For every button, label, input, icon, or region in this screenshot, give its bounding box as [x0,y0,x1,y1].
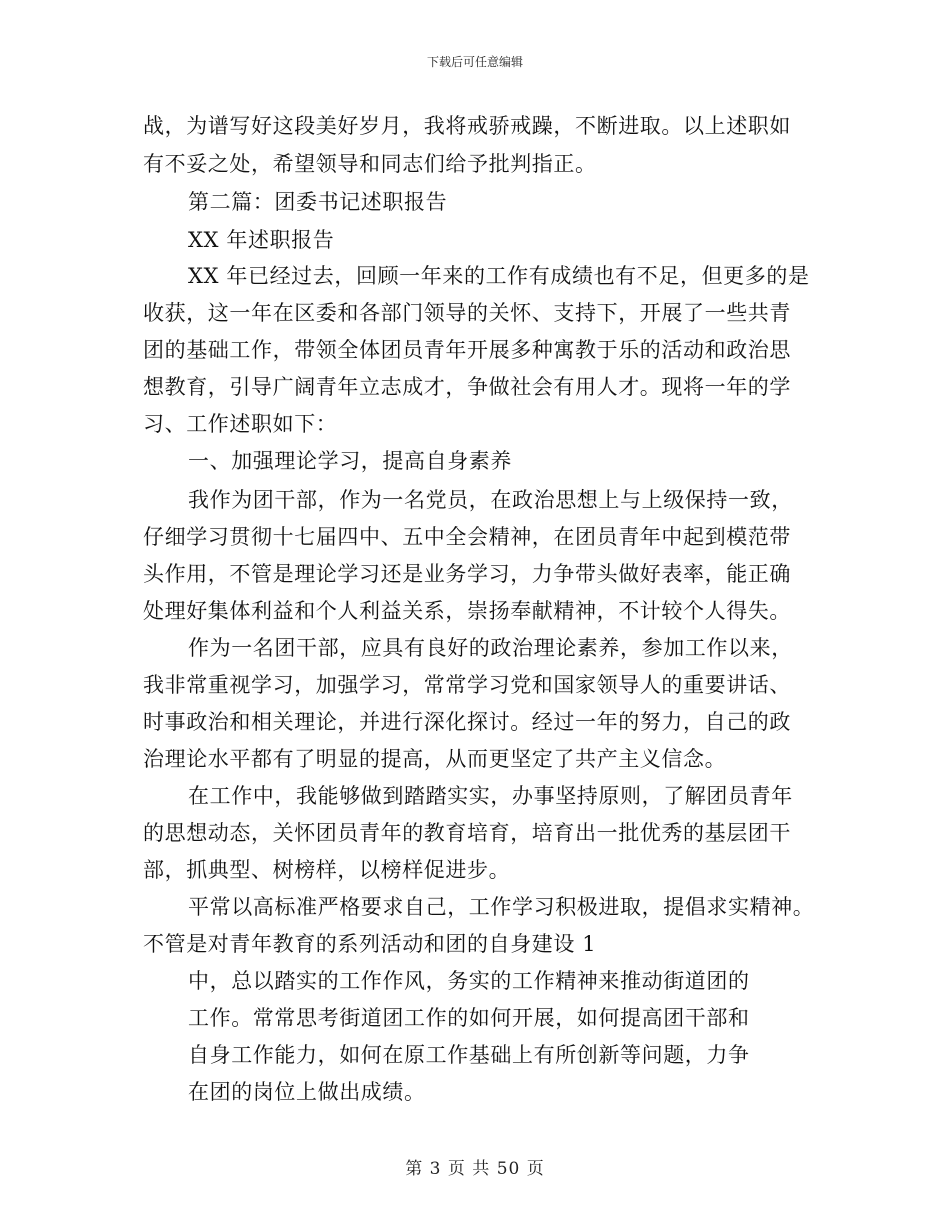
body-line: 不管是对青年教育的系列活动和团的自身建设 1 [143,932,597,956]
body-line: 我作为团干部，作为一名党员，在政治思想上与上级保持一致， [188,488,793,512]
body-line: 平常以高标准严格要求自己，工作学习积极进取，提倡求实精神。 [188,895,815,919]
body-line: 仔细学习贯彻十七届四中、五中全会精神，在团员青年中起到模范带 [143,525,791,549]
body-line: 团的基础工作，带领全体团员青年开展多种寓教于乐的活动和政治思 [143,338,791,362]
body-line: 处理好集体利益和个人利益关系，崇扬奉献精神，不计较个人得失。 [143,599,791,623]
body-line: 想教育，引导广阔青年立志成才，争做社会有用人才。现将一年的学 [143,375,791,399]
body-line: 自身工作能力，如何在原工作基础上有所创新等问题，力争 [188,1043,750,1067]
body-line: 的思想动态，关怀团员青年的教育培育，培育出一批优秀的基层团干 [143,821,791,845]
body-line: XX 年已经过去，回顾一年来的工作有成绩也有不足，但更多的是 [188,264,810,288]
body-line: 头作用，不管是理论学习还是业务学习，力争带头做好表率，能正确 [143,562,791,586]
section-heading: 第二篇：团委书记述职报告 [188,190,448,214]
body-line: 有不妥之处，希望领导和同志们给予批判指正。 [143,152,597,176]
body-line: 收获，这一年在区委和各部门领导的关怀、支持下，开展了一些共青 [143,301,791,325]
page-number-footer: 第 3 页 共 50 页 [405,1159,545,1179]
body-line: 治理论水平都有了明显的提高，从而更坚定了共产主义信念。 [143,747,727,771]
body-line: 工作。常常思考街道团工作的如何开展，如何提高团干部和 [188,1006,750,1030]
report-title: XX 年述职报告 [188,228,335,252]
body-line: 我非常重视学习，加强学习，常常学习党和国家领导人的重要讲话、 [143,673,791,697]
body-line: 习、工作述职如下： [143,412,338,436]
body-line: 中，总以踏实的工作作风，务实的工作精神来推动街道团的 [188,969,750,993]
body-line: 时事政治和相关理论，并进行深化探讨。经过一年的努力，自己的政 [143,710,791,734]
body-line: 在团的岗位上做出成绩。 [188,1080,426,1104]
page-header: 下载后可任意编辑 [426,55,523,69]
body-line: 作为一名团干部，应具有良好的政治理论素养，参加工作以来， [188,636,793,660]
body-line: 在工作中，我能够做到踏踏实实，办事坚持原则，了解团员青年 [188,784,793,808]
body-line: 部，抓典型、树榜样，以榜样促进步。 [143,858,511,882]
body-line: 战，为谱写好这段美好岁月，我将戒骄戒躁，不断进取。以上述职如 [143,114,791,138]
subsection-heading: 一、加强理论学习，提高自身素养 [188,449,512,473]
